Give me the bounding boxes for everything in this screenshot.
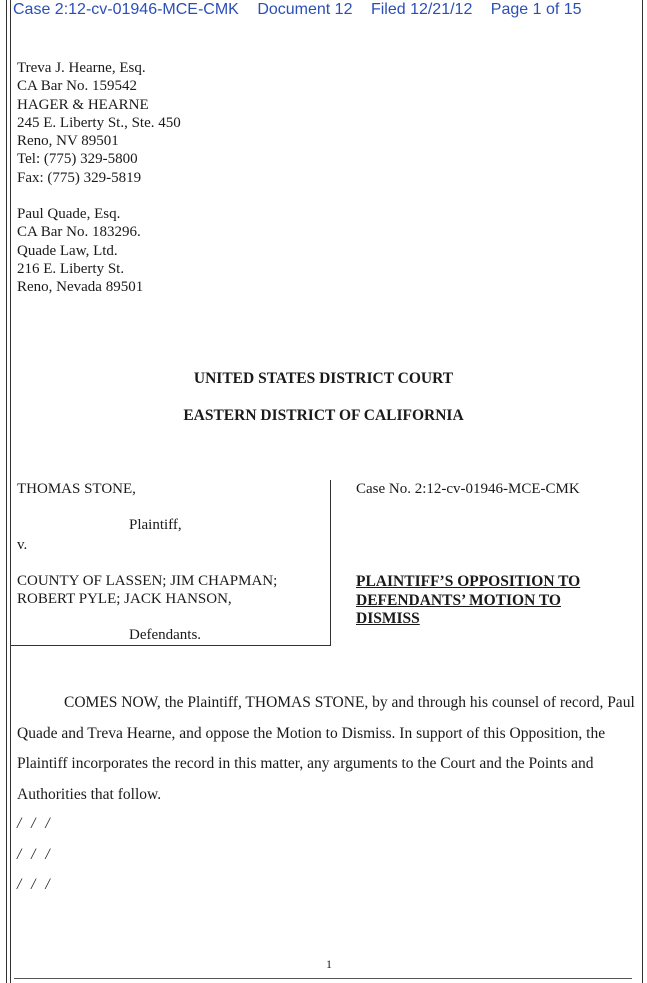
document-title: PLAINTIFF’S OPPOSITION TO DEFENDANTS’ MOTION TO DISMISS — [356, 573, 581, 627]
slash-marker: / / / — [17, 815, 53, 832]
plaintiff-name: THOMAS STONE, — [17, 481, 136, 497]
slash-marker: / / / — [17, 876, 53, 893]
left-margin-line-inner — [10, 0, 11, 983]
attorney-line: HAGER & HEARNE — [17, 96, 149, 113]
attorney-line: Tel: (775) 329-5800 — [17, 151, 138, 168]
attorney-line: Treva J. Hearne, Esq. — [17, 60, 146, 76]
attorney-line: CA Bar No. 183296. — [17, 224, 141, 241]
attorney-block-hearne — [17, 59, 181, 187]
attorney-line: 245 E. Liberty St., Ste. 450 — [17, 114, 181, 131]
attorney-line: Reno, Nevada 89501 — [17, 279, 144, 296]
page-number: 1 — [326, 957, 332, 971]
attorney-line: Fax: (775) 329-5819 — [17, 169, 142, 186]
attorney-line: 216 E. Liberty St. — [17, 260, 125, 277]
caption-box-right-border — [330, 480, 331, 646]
attorney-line: CA Bar No. 159542 — [17, 78, 137, 95]
slash-marker: / / / — [17, 846, 53, 863]
attorney-line: Paul Quade, Esq. — [17, 206, 121, 222]
right-margin-line — [642, 0, 643, 983]
versus: v. — [17, 537, 28, 553]
filing-header — [13, 0, 596, 20]
header-case-number: Case 2:12-cv-01946-MCE-CMK — [13, 1, 239, 18]
defendants-label: Defendants. — [129, 627, 202, 643]
attorney-block-quade — [17, 205, 143, 296]
attorney-line: Quade Law, Ltd. — [17, 242, 118, 259]
header-page: Page 1 of 15 — [490, 1, 582, 18]
attorney-line: Reno, NV 89501 — [17, 133, 119, 150]
body-paragraph — [17, 688, 645, 810]
footer-line — [14, 978, 632, 979]
left-margin-line-outer — [6, 0, 7, 983]
header-document: Document 12 — [257, 1, 353, 18]
case-number: Case No. 2:12-cv-01946-MCE-CMK — [356, 481, 580, 497]
opposition-paragraph: COMES NOW, the Plaintiff, THOMAS STONE, by and through his counsel of record, Paul Quade and Treva Hearne, and oppose the Motion to Dismiss. In support of this Opposition, the Plaintiff incorporates the record in this matter, any arguments to the Court and the Points and Authorities that follow. — [17, 694, 635, 803]
court-name: UNITED STATES DISTRICT COURT — [193, 370, 454, 387]
defendants-line-2: ROBERT PYLE; JACK HANSON, — [17, 591, 232, 607]
plaintiff-label: Plaintiff, — [129, 517, 182, 533]
defendants-line-1: COUNTY OF LASSEN; JIM CHAPMAN; — [17, 573, 278, 589]
court-district: EASTERN DISTRICT OF CALIFORNIA — [183, 407, 464, 424]
header-filed-date: Filed 12/21/12 — [370, 1, 473, 18]
caption-box-bottom-border — [10, 645, 331, 646]
